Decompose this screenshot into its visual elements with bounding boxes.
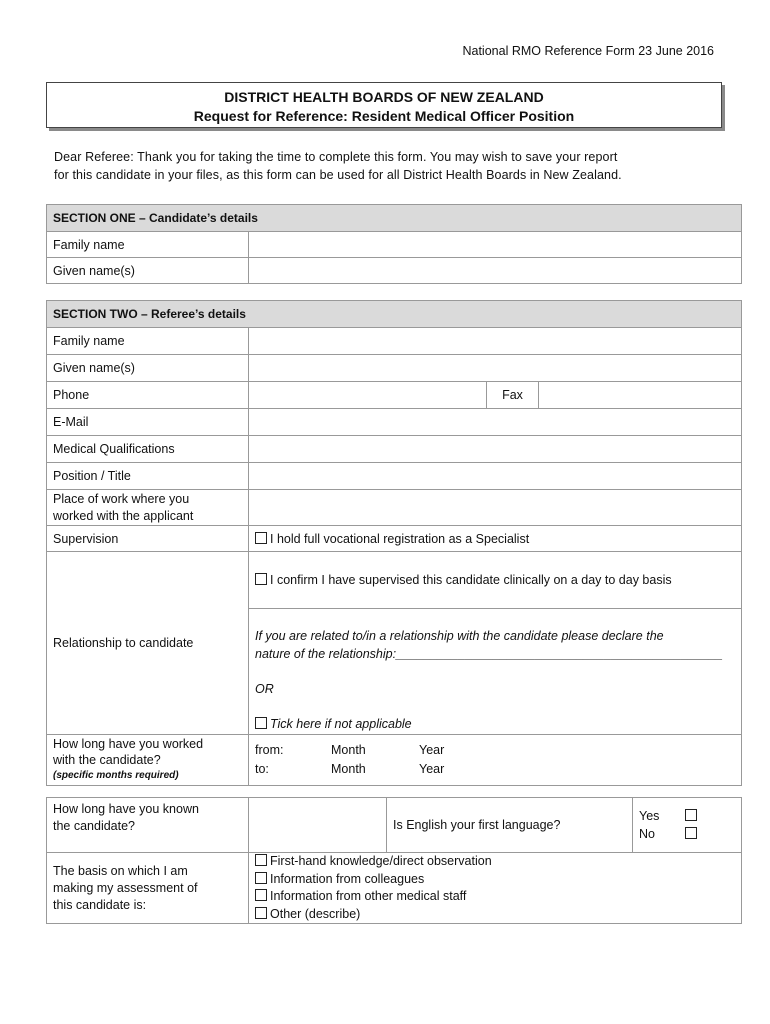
known-candidate-line-2: the candidate?	[53, 819, 136, 833]
section-one-table	[46, 204, 742, 284]
place-of-work-label-line-2: worked with the applicant	[53, 508, 194, 523]
english-question: Is English your first language?	[387, 798, 633, 853]
basis-label	[47, 853, 249, 924]
to-year[interactable]: Year	[419, 762, 445, 776]
basis-option[interactable]	[255, 888, 735, 906]
title-line-2: Request for Reference: Resident Medical Officer Position	[193, 108, 575, 124]
how-long-worked-label	[47, 735, 249, 786]
basis-option[interactable]	[255, 853, 735, 871]
section-two-table	[46, 300, 742, 786]
referee-given-names-label: Given name(s)	[47, 355, 249, 382]
place-of-work-label-line-1: Place of work where you	[53, 491, 190, 506]
basis-options[interactable]	[249, 853, 742, 924]
yes-checkbox[interactable]	[685, 809, 697, 821]
referee-family-name-field[interactable]	[249, 328, 742, 355]
basis-option-label: First-hand knowledge/direct observation	[270, 854, 492, 868]
place-of-work-field[interactable]	[249, 490, 742, 526]
phone-field[interactable]	[249, 382, 487, 409]
title-box	[46, 82, 722, 128]
months-required-note: (specific months required)	[53, 770, 179, 781]
confirm-supervised-option[interactable]	[249, 552, 742, 609]
basis-option[interactable]	[255, 906, 735, 924]
relationship-label: Relationship to candidate	[47, 552, 249, 735]
yes-label: Yes	[639, 809, 660, 823]
known-candidate-label	[47, 798, 249, 853]
document-reference: National RMO Reference Form 23 June 2016	[462, 44, 714, 58]
worked-period-fields[interactable]	[249, 735, 742, 786]
supervision-label: Supervision	[47, 526, 249, 552]
position-field[interactable]	[249, 463, 742, 490]
not-applicable-label: Tick here if not applicable	[270, 717, 412, 731]
english-answer[interactable]	[633, 798, 742, 853]
supervision-option[interactable]	[249, 526, 742, 552]
candidate-given-names-field[interactable]	[249, 258, 742, 284]
qualifications-field[interactable]	[249, 436, 742, 463]
email-field[interactable]	[249, 409, 742, 436]
no-option[interactable]	[639, 825, 735, 843]
phone-label: Phone	[47, 382, 249, 409]
email-label: E-Mail	[47, 409, 249, 436]
candidate-family-name-field[interactable]	[249, 232, 742, 258]
known-candidate-line-1: How long have you known	[53, 802, 199, 816]
from-row[interactable]	[255, 741, 735, 760]
no-checkbox[interactable]	[685, 827, 697, 839]
intro-line-2: for this candidate in your files, as this form can be used for all District Health Boards in New Zealand.	[54, 167, 622, 182]
confirm-supervised-label: I confirm I have supervised this candidate clinically on a day to day basis	[270, 573, 672, 587]
intro-paragraph	[54, 149, 734, 184]
from-year[interactable]: Year	[419, 743, 445, 757]
from-month[interactable]: Month	[331, 743, 366, 757]
basis-line-1: The basis on which I am	[53, 863, 188, 878]
specialist-checkbox-label: I hold full vocational registration as a Specialist	[270, 531, 530, 546]
how-long-worked-line-2: with the candidate?	[53, 753, 161, 767]
to-label: to:	[255, 762, 269, 776]
candidate-given-names-label: Given name(s)	[47, 258, 249, 284]
section-one-heading: SECTION ONE – Candidate’s details	[47, 205, 742, 232]
basis-option-label: Information from colleagues	[270, 871, 425, 886]
how-long-worked-line-1: How long have you worked	[53, 737, 204, 751]
basis-line-2: making my assessment of	[53, 880, 198, 895]
section-three-table	[46, 797, 742, 924]
fax-field[interactable]	[539, 382, 742, 409]
intro-line-1: Dear Referee: Thank you for taking the time to complete this form. You may wish to save your report	[54, 150, 618, 164]
fax-label: Fax	[487, 382, 539, 409]
relationship-declaration	[249, 609, 742, 735]
to-row[interactable]	[255, 760, 735, 779]
or-text: OR	[255, 682, 274, 696]
place-of-work-label	[47, 490, 249, 526]
known-candidate-field[interactable]	[249, 798, 387, 853]
relationship-declaration-line-1: If you are related to/in a relationship with the candidate please declare the	[255, 629, 664, 643]
relationship-declaration-line-2[interactable]: nature of the relationship:_______________________________________________	[255, 647, 723, 661]
referee-family-name-label: Family name	[47, 328, 249, 355]
basis-checkbox[interactable]	[255, 889, 267, 901]
basis-option[interactable]	[255, 871, 735, 889]
basis-checkbox[interactable]	[255, 907, 267, 919]
not-applicable-option[interactable]	[255, 715, 735, 733]
yes-option[interactable]	[639, 807, 735, 825]
candidate-family-name-label: Family name	[47, 232, 249, 258]
basis-option-label: Other (describe)	[270, 906, 361, 921]
basis-line-3: this candidate is:	[53, 897, 147, 912]
basis-checkbox[interactable]	[255, 854, 267, 866]
position-label: Position / Title	[47, 463, 249, 490]
specialist-checkbox[interactable]	[255, 532, 267, 544]
to-month[interactable]: Month	[331, 762, 366, 776]
not-applicable-checkbox[interactable]	[255, 717, 267, 729]
qualifications-label: Medical Qualifications	[47, 436, 249, 463]
no-label: No	[639, 827, 655, 841]
from-label: from:	[255, 743, 284, 757]
basis-checkbox[interactable]	[255, 872, 267, 884]
basis-option-label: Information from other medical staff	[270, 889, 467, 903]
title-line-1: DISTRICT HEALTH BOARDS OF NEW ZEALAND	[224, 89, 544, 105]
confirm-supervised-checkbox[interactable]	[255, 573, 267, 585]
referee-given-names-field[interactable]	[249, 355, 742, 382]
section-two-heading: SECTION TWO – Referee’s details	[47, 301, 742, 328]
